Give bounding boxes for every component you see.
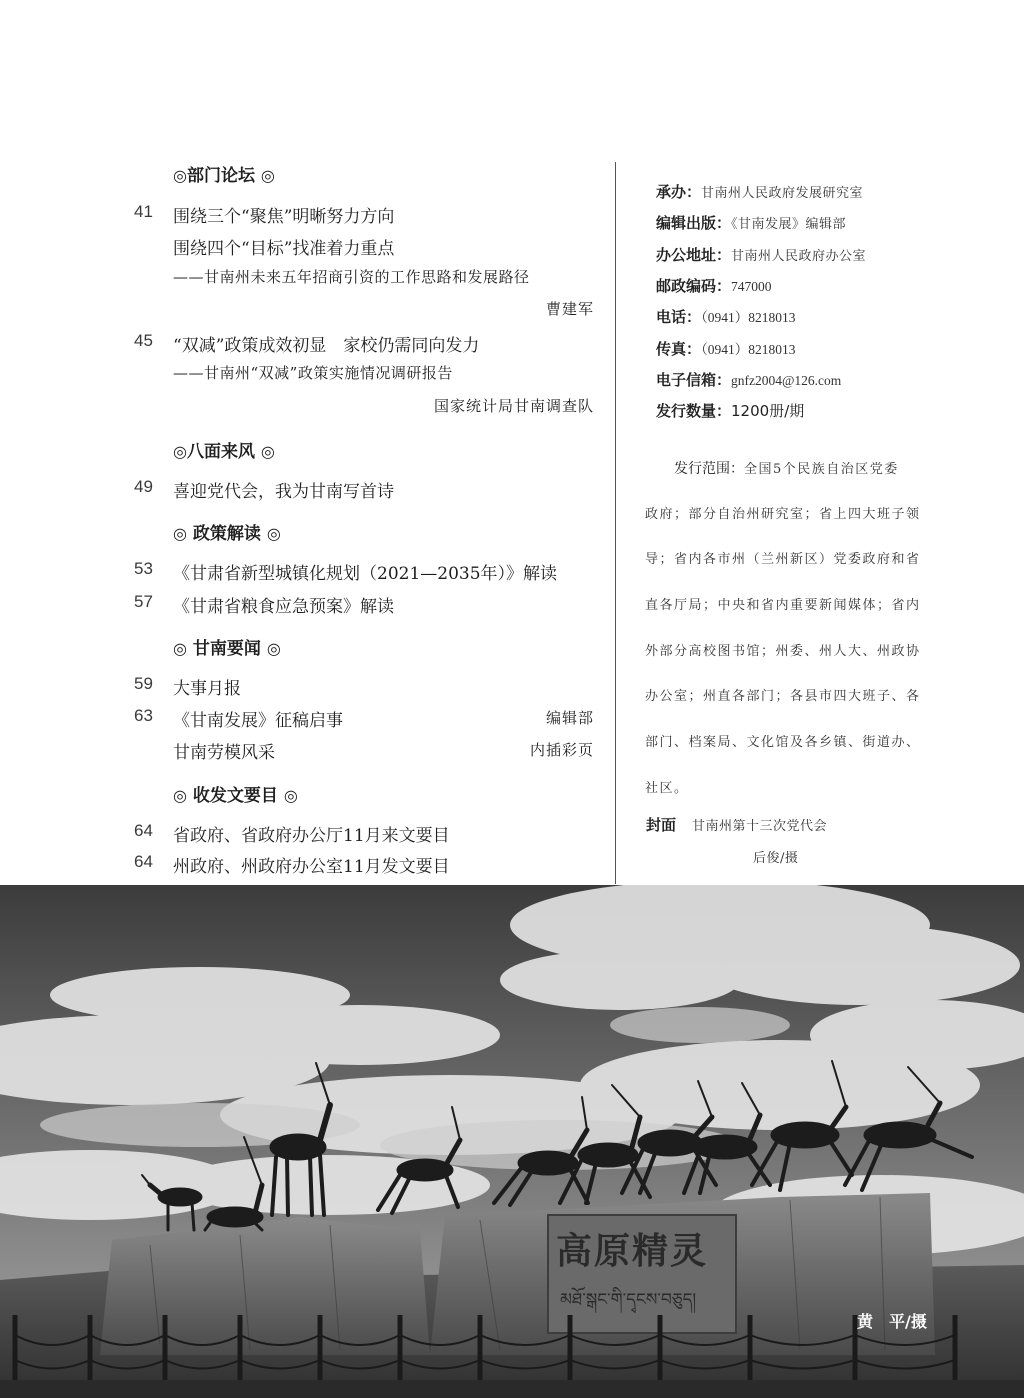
toc-page-number: 53 <box>134 559 153 578</box>
info-row: 传真：（0941）8218013 <box>656 340 796 358</box>
toc-page-number: 59 <box>134 674 153 693</box>
cover-credit: 后俊/摄 <box>753 851 799 866</box>
distribution-line: 办公室；州直各部门；各县市四大班子、各 <box>645 689 921 704</box>
column-divider <box>615 162 616 884</box>
toc-entry-title[interactable]: 喜迎党代会，我为甘南写首诗 <box>173 482 394 502</box>
info-row: 发行数量：1200册/期 <box>656 402 805 420</box>
section-mark-icon: ◎ <box>260 166 275 185</box>
landmark-photo <box>0 885 1024 1398</box>
photo-credit: 黄 平/摄 <box>857 1312 927 1331</box>
section-title: 甘南要闻 <box>192 639 261 659</box>
toc-page-number: 57 <box>134 592 153 611</box>
toc-entry-title[interactable]: 《甘肃省粮食应急预案》解读 <box>173 597 394 617</box>
info-row: 办公地址：甘南州人民政府办公室 <box>656 246 867 264</box>
toc-entry-subtitle: ——甘南州“双减”政策实施情况调研报告 <box>173 364 453 382</box>
toc-page-number: 64 <box>134 852 153 871</box>
toc-entry-title[interactable]: 《甘南发展》征稿启事 <box>173 711 343 731</box>
cover-caption: 封面 甘南州第十三次党代会 <box>646 816 828 834</box>
toc-entry-author: 国家统计局甘南调查队 <box>433 397 594 415</box>
toc-entry-title[interactable]: 州政府、州政府办公室11月发文要目 <box>173 857 450 877</box>
toc-page-number: 45 <box>134 331 153 350</box>
section-mark-icon: ◎ <box>173 442 187 461</box>
rock-carving-text: 高原精灵 <box>556 1230 709 1272</box>
toc-entry-author: 内插彩页 <box>529 741 594 759</box>
toc-entry-author: 曹建军 <box>545 300 594 318</box>
distribution-line: 外部分高校图书馆；州委、州人大、州政协 <box>645 644 921 659</box>
toc-entry-author: 编辑部 <box>545 709 594 727</box>
toc-page-number: 63 <box>134 706 153 725</box>
distribution-line: 直各厅局；中央和省内重要新闻媒体；省内 <box>645 598 921 613</box>
section-title: 收发文要目 <box>192 786 278 806</box>
info-row: 电子信箱：gnfz2004@126.com <box>656 371 842 389</box>
section-mark-icon: ◎ <box>260 442 275 461</box>
toc-entry-title[interactable]: 大事月报 <box>173 679 241 699</box>
toc-entry-subtitle: ——甘南州未来五年招商引资的工作思路和发展路径 <box>173 268 530 286</box>
section-header <box>173 634 281 659</box>
toc-page-number: 64 <box>134 821 153 840</box>
toc-entry-title[interactable]: 甘南劳模风采 <box>173 743 275 763</box>
toc-entry-title[interactable]: 围绕四个“目标”找准着力重点 <box>173 239 395 259</box>
section-mark-icon: ◎ <box>173 639 187 658</box>
rock-carving-tibetan: མཐོ་སྒང་གི་དྭངས་བཅུད། <box>560 1290 697 1310</box>
distribution-first-line: 发行范围：全国5个民族自治区党委 <box>674 461 899 477</box>
toc-page-number: 41 <box>134 202 153 221</box>
info-row: 编辑出版：《甘南发展》编辑部 <box>656 214 847 232</box>
distribution-line: 政府；部分自治州研究室；省上四大班子领 <box>645 507 921 522</box>
section-mark-icon: ◎ <box>266 639 281 658</box>
section-header <box>173 519 281 544</box>
section-title: 八面来风 <box>186 442 255 462</box>
section-title: 部门论坛 <box>186 166 255 186</box>
toc-entry-title[interactable]: “双减”政策成效初显 家校仍需同向发力 <box>173 336 480 356</box>
distribution-line: 部门、档案局、文化馆及各乡镇、街道办、 <box>645 735 921 750</box>
info-row: 电话：（0941）8218013 <box>656 308 796 326</box>
section-header <box>173 781 298 806</box>
section-header <box>173 437 275 462</box>
toc-page-number: 49 <box>134 477 153 496</box>
toc-entry-title[interactable]: 省政府、省政府办公厅11月来文要目 <box>173 826 450 846</box>
email-link[interactable]: gnfz2004@126.com <box>731 373 842 388</box>
section-mark-icon: ◎ <box>173 524 187 543</box>
info-row: 邮政编码：747000 <box>656 277 772 295</box>
section-mark-icon: ◎ <box>173 786 187 805</box>
distribution-line: 社区。 <box>645 781 689 796</box>
distribution-line: 导；省内各市州（兰州新区）党委政府和省 <box>645 552 921 567</box>
section-mark-icon: ◎ <box>173 166 187 185</box>
toc-entry-title[interactable]: 《甘肃省新型城镇化规划（2021—2035年）》解读 <box>173 564 558 584</box>
section-mark-icon: ◎ <box>266 524 281 543</box>
info-row: 承办：甘南州人民政府发展研究室 <box>656 183 864 201</box>
section-title: 政策解读 <box>192 524 261 544</box>
toc-entry-title[interactable]: 围绕三个“聚焦”明晰努力方向 <box>173 207 395 227</box>
section-header <box>173 161 275 186</box>
section-mark-icon: ◎ <box>283 786 298 805</box>
